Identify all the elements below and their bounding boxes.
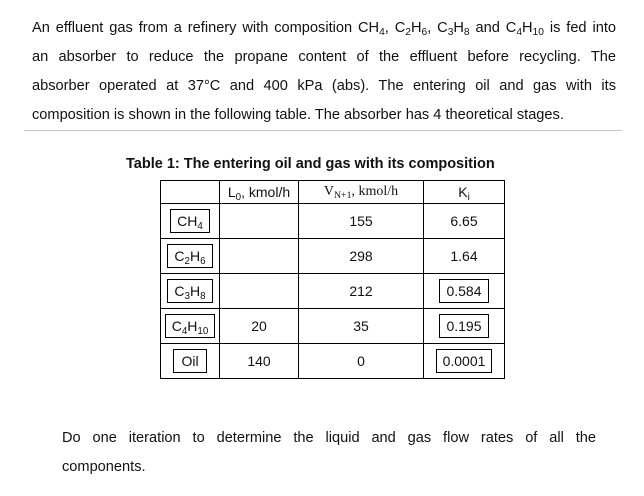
cell-v: 298 [299,239,424,274]
header-v: $V_{N+1}$, kmol/h [299,181,424,204]
task-line: components. [62,459,146,475]
cell-k: 1.64 [424,239,505,274]
table-row [161,204,505,239]
problem-line: composition is shown in the following table. The absorber has 4 theoretical stages. [32,107,564,123]
table-row [161,239,505,274]
composition-table [160,180,505,379]
cell-component-text: $CH_4$ [170,209,210,233]
separator-line [24,130,622,131]
cell-k [424,274,505,309]
cell-lo [220,204,299,239]
cell-component-text: Oil [173,349,207,373]
cell-lo: 20 [220,309,299,344]
cell-component-text: $C_4H_{10}$ [165,314,216,338]
problem-statement [32,14,616,130]
table-header-row [161,181,505,204]
problem-line: an absorber to reduce the propane content of the effluent before recycling. The [32,49,616,65]
cell-v: 35 [299,309,424,344]
table-row [161,344,505,379]
problem-line: An effluent gas from a refinery with composition $CH_4$, $C_2H_6$, $C_3H_8$ and $C_4H_{10}$ is fed into [32,20,616,38]
cell-component-text: $C_3H_8$ [167,279,212,303]
task-statement [62,424,596,482]
table-caption: Table 1: The entering oil and gas with its composition [126,156,495,172]
cell-k-text: 0.195 [439,314,488,338]
task-line: Do one iteration to determine the liquid and gas flow rates of all the [62,430,596,446]
table-row [161,309,505,344]
cell-lo [220,239,299,274]
cell-component-text: $C_2H_6$ [167,244,212,268]
cell-component [161,274,220,309]
cell-k: 6.65 [424,204,505,239]
header-lo: $L_0$, kmol/h [220,181,299,204]
cell-component [161,309,220,344]
cell-v: 155 [299,204,424,239]
cell-k-text: 0.0001 [436,349,493,373]
cell-lo: 140 [220,344,299,379]
header-k: $K_i$ [424,181,505,204]
header-component [161,181,220,204]
cell-k-text: 0.584 [439,279,488,303]
table-row [161,274,505,309]
cell-component [161,344,220,379]
cell-v: 0 [299,344,424,379]
cell-component [161,204,220,239]
problem-line: absorber operated at 37°C and 400 kPa (abs). The entering oil and gas with its [32,78,616,94]
cell-k [424,344,505,379]
cell-v: 212 [299,274,424,309]
cell-component [161,239,220,274]
cell-k [424,309,505,344]
cell-lo [220,274,299,309]
